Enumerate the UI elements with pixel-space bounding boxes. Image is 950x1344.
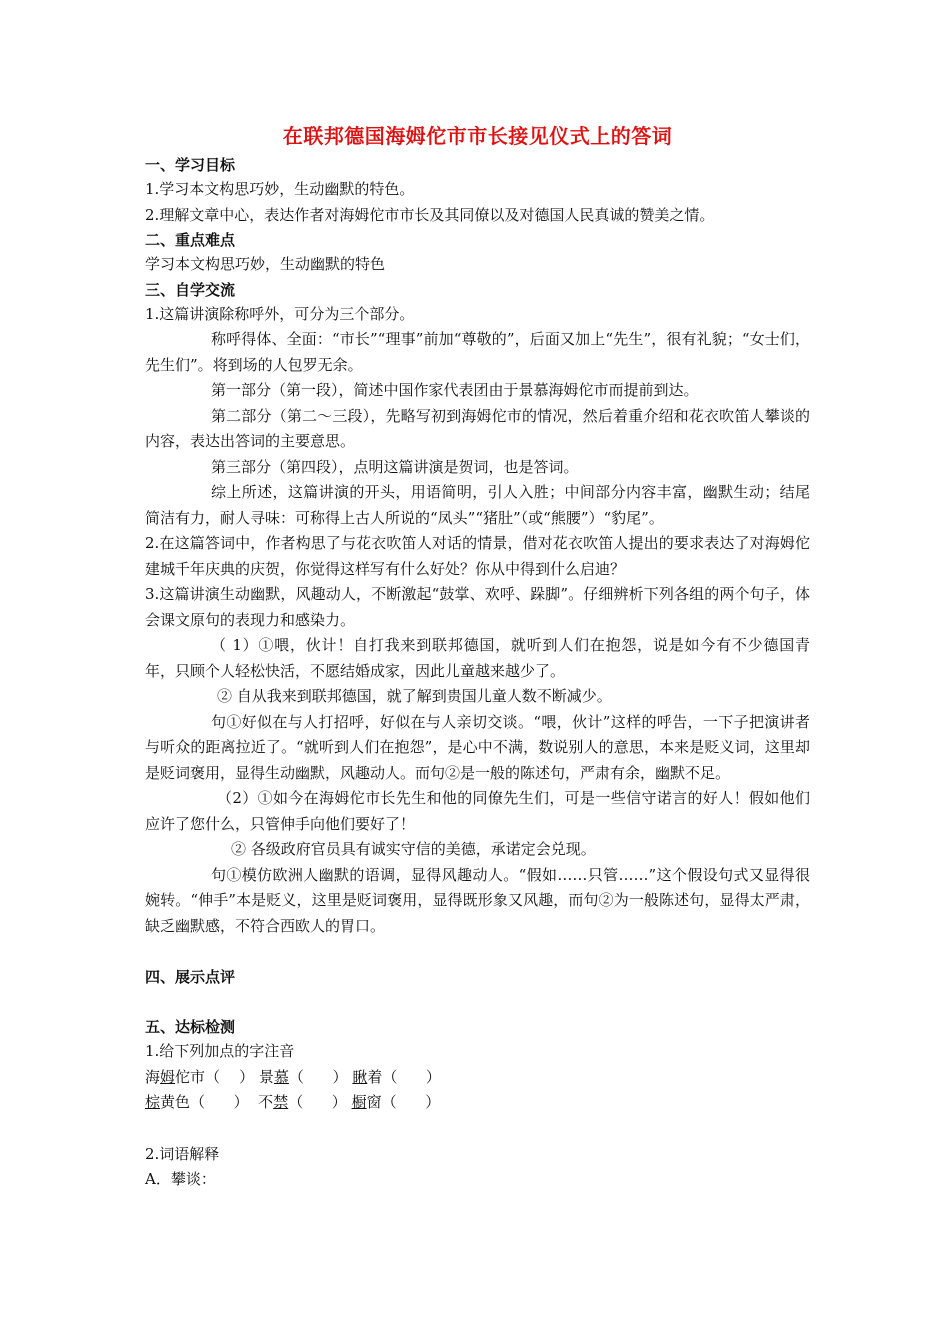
spacer [145,1116,810,1142]
test-item-a: A．攀谈： [145,1170,216,1188]
answer-paragraph: 第一部分（第一段），简述中国作家代表团由于景慕海姆佗市而提前到达。 [211,381,699,399]
document-page [145,120,810,1193]
pinyin-row-2 [145,1090,810,1116]
example-analysis: 句①好似在与人打招呼，好似在与人亲切交谈。“喂，伙计”这样的呼告，一下子把演讲者与听众的距离拉近了。“就听到人们在抱怨”，是心中不满，数说别人的意思，本来是贬义词，这里却是贬词褒用，显得生动幽默，风趣动人。而句②是一般的陈述句，严肃有余，幽默不足。 [145,712,810,782]
section-heading-test: 五、达标检测 [145,1018,236,1036]
spacer [145,989,810,1015]
example-sentence: ② 自从我来到联邦德国，就了解到贵国儿童人数不断减少。 [217,687,612,705]
section-heading-self-study: 三、自学交流 [145,280,236,299]
example-sentence: ② 各级政府官员具有诚实守信的美德，承诺定会兑现。 [231,840,596,858]
pinyin-item: 不禁（ ） [258,1093,347,1111]
example-analysis: 句①模仿欧洲人幽默的语调，显得风趣动人。“假如……只管……”这个假设句式又显得很婉转。“伸手”本是贬义，这里是贬词褒用，显得既形象又风趣，而句②为一般陈述句，显得太严肃，缺乏幽默感，不符合西欧人的胃口。 [145,865,810,935]
question-1: 1.这篇讲演除称呼外，可分为三个部分。 [145,304,415,323]
dotted-char: 棕 [145,1093,161,1111]
answer-paragraph: 第二部分（第二～三段），先略写初到海姆佗市的情况，然后着重介绍和花衣吹笛人攀谈的内容，表达出答词的主要意思。 [145,406,810,450]
goal-item-2: 2.理解文章中心，表达作者对海姆佗市市长及其同僚以及对德国人民真诚的赞美之情。 [145,205,715,224]
dotted-char: 禁 [273,1093,289,1111]
dotted-char: 橱 [351,1093,367,1111]
section-heading-presentation: 四、展示点评 [145,968,236,986]
test-question-1: 1.给下列加点的字注音 [145,1042,295,1060]
example-sentence: （2）①如今在海姆佗市长先生和他的同僚先生们，可是一些信守诺言的好人！假如他们应许了您什么，只管伸手向他们要好了！ [145,789,810,833]
answer-paragraph: 综上所述，这篇讲演的开头，用语简明，引人入胜；中间部分内容丰富，幽默生动；结尾简洁有力，耐人寻味：可称得上古人所说的“凤头”“猪肚”（或“熊腰”）“豹尾”。 [145,483,810,527]
dotted-char: 瞅 [352,1067,368,1086]
section-heading-goals: 一、学习目标 [145,156,236,174]
answer-paragraph: 第三部分（第四段），点明这篇讲演是贺词，也是答词。 [211,457,579,476]
spacer [145,939,810,965]
question-2: 2.在这篇答词中，作者构思了与花衣吹笛人对话的情景，借对花衣吹笛人提出的要求表达了对海姆佗建城千年庆典的庆贺，你觉得这样写有什么好处？你从中得到什么启迪？ [145,534,810,578]
pinyin-item: 景慕（ ） [258,1067,348,1086]
test-question-2: 2.词语解释 [145,1144,220,1163]
dotted-char: 慕 [273,1067,289,1086]
pinyin-item: 橱窗（ ） [351,1093,441,1111]
pinyin-row-1 [145,1065,810,1091]
keypoints-text: 学习本文构思巧妙，生动幽默的特色 [145,255,386,273]
example-sentence: （ 1）①喂，伙计！自打我来到联邦德国，就听到人们在抱怨，说是如今有不少德国青年，只顾个人轻松快活，不愿结婚成家，因此儿童越来越少了。 [145,636,810,680]
pinyin-item: 瞅着（ ） [352,1067,441,1086]
answer-paragraph: 称呼得体、全面：“市长”“理事”前加“尊敬的”，后面又加上“先生”，很有礼貌；“女士们，先生们”。将到场的人包罗无余。 [145,330,810,374]
document-title: 在联邦德国海姆佗市市长接见仪式上的答词 [282,124,673,148]
goal-item-1: 1.学习本文构思巧妙，生动幽默的特色。 [145,180,415,198]
section-heading-keypoints: 二、重点难点 [145,231,236,249]
pinyin-item: 棕黄色（ ） [145,1093,249,1111]
pinyin-item: 海姆佗市（ ） [145,1067,255,1086]
question-3: 3.这篇讲演生动幽默，风趣动人，不断激起“鼓掌、欢呼、跺脚”。仔细辨析下列各组的两个句子，体会课文原句的表现力和感染力。 [145,585,810,629]
dotted-char: 姆 [160,1067,176,1086]
